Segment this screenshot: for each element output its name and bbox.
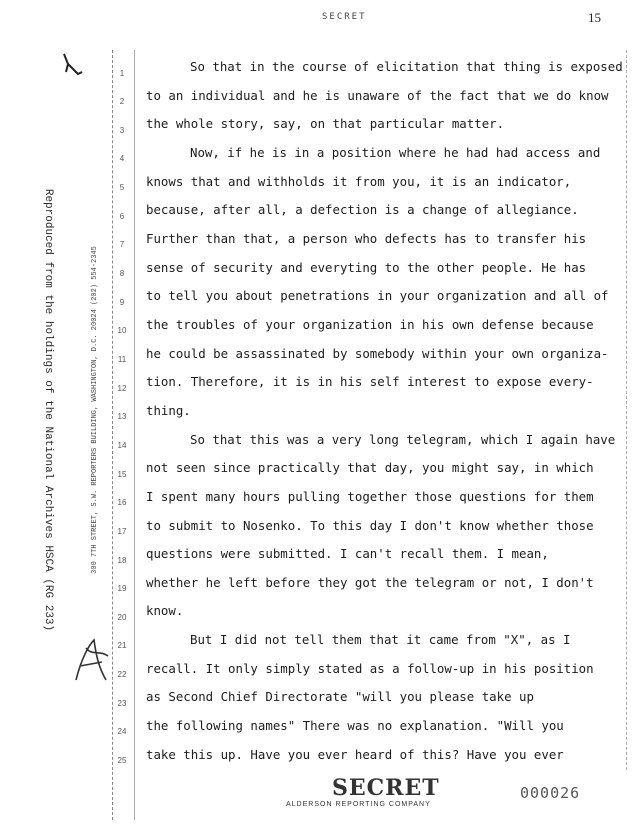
right-margin-rule bbox=[626, 50, 627, 770]
ink-mark-icon bbox=[58, 50, 86, 80]
transcript-line: to submit to Nosenko. To this day I don't know whether those bbox=[146, 518, 594, 533]
line-number: 10 bbox=[117, 326, 127, 335]
line-number: 19 bbox=[117, 584, 127, 593]
line-number: 22 bbox=[117, 670, 127, 679]
line-number: 15 bbox=[117, 470, 127, 479]
transcript-line: to tell you about penetrations in your organization and all of bbox=[146, 288, 609, 303]
transcript-line: he could be assassinated by somebody within your own organiza- bbox=[146, 346, 609, 361]
transcript-line: because, after all, a defection is a change of allegiance. bbox=[146, 202, 579, 217]
transcript-line: thing. bbox=[146, 403, 191, 418]
line-number: 7 bbox=[119, 240, 125, 249]
transcript-line: Now, if he is in a position where he had had access and bbox=[190, 145, 601, 160]
margin-rule-solid bbox=[134, 50, 135, 820]
archive-reproduction-note: Reproduced from the holdings of the National Archives HSCA (RG 233) bbox=[42, 188, 54, 632]
document-id-number: 000026 bbox=[520, 784, 581, 802]
transcript-line: whether he left before they got the telegram or not, I don't bbox=[146, 575, 594, 590]
transcript-line: So that this was a very long telegram, which I again have bbox=[190, 432, 616, 447]
line-number: 1 bbox=[119, 69, 125, 78]
transcript-line: take this up. Have you ever heard of this? Have you ever bbox=[146, 747, 564, 762]
line-number: 20 bbox=[117, 613, 127, 622]
line-number: 24 bbox=[117, 727, 127, 736]
line-number: 13 bbox=[117, 412, 127, 421]
transcript-line: know. bbox=[146, 603, 184, 618]
transcript-line: So that in the course of elicitation that thing is exposed bbox=[190, 59, 623, 74]
line-number: 18 bbox=[117, 556, 127, 565]
reporter-address: 300 7TH STREET, S.W. REPORTERS BUILDING, WASHINGTON, D.C. 20024 (202) 554-2345 bbox=[91, 246, 99, 574]
transcript-line: as Second Chief Directorate "will you please take up bbox=[146, 689, 534, 704]
transcript-line: But I did not tell them that it came from "X", as I bbox=[190, 632, 571, 647]
transcript-line: knows that and withholds it from you, it is an indicator, bbox=[146, 174, 572, 189]
line-number: 8 bbox=[119, 269, 125, 278]
transcript-line: not seen since practically that day, you might say, in which bbox=[146, 460, 594, 475]
line-number: 25 bbox=[117, 756, 127, 765]
transcript-line: recall. It only simply stated as a follow-up in his position bbox=[146, 661, 594, 676]
line-number: 14 bbox=[117, 441, 127, 450]
line-number: 3 bbox=[119, 126, 125, 135]
page-number: 15 bbox=[588, 10, 601, 25]
transcript-line: the whole story, say, on that particular matter. bbox=[146, 116, 505, 131]
line-number: 17 bbox=[117, 527, 127, 536]
line-number: 4 bbox=[119, 154, 125, 163]
transcript-line: the troubles of your organization in his own defense because bbox=[146, 317, 594, 332]
line-number: 6 bbox=[119, 212, 125, 221]
line-number: 11 bbox=[117, 355, 127, 364]
handwritten-initials-icon bbox=[72, 636, 112, 686]
reporting-company-name: ALDERSON REPORTING COMPANY bbox=[286, 801, 431, 808]
transcript-line: tion. Therefore, it is in his self interest to expose every- bbox=[146, 374, 594, 389]
line-number: 16 bbox=[117, 498, 127, 507]
transcript-line: questions were submitted. I can't recall them. I mean, bbox=[146, 546, 549, 561]
transcript-line: the following names" There was no explanation. "Will you bbox=[146, 718, 564, 733]
footer-classification-stamp: SECRET bbox=[332, 775, 440, 801]
transcript-line: to an individual and he is unaware of the fact that we do know bbox=[146, 88, 609, 103]
line-number: 9 bbox=[119, 298, 125, 307]
transcript-line: Further than that, a person who defects has to transfer his bbox=[146, 231, 587, 246]
line-number: 21 bbox=[117, 641, 127, 650]
transcript-line: sense of security and everyting to the other people. He has bbox=[146, 260, 587, 275]
line-number: 23 bbox=[117, 699, 127, 708]
line-number: 12 bbox=[117, 384, 127, 393]
transcript-line: I spent many hours pulling together those questions for them bbox=[146, 489, 594, 504]
line-number: 2 bbox=[119, 97, 125, 106]
line-number: 5 bbox=[119, 183, 125, 192]
top-classification-stamp: SECRET bbox=[322, 12, 367, 22]
